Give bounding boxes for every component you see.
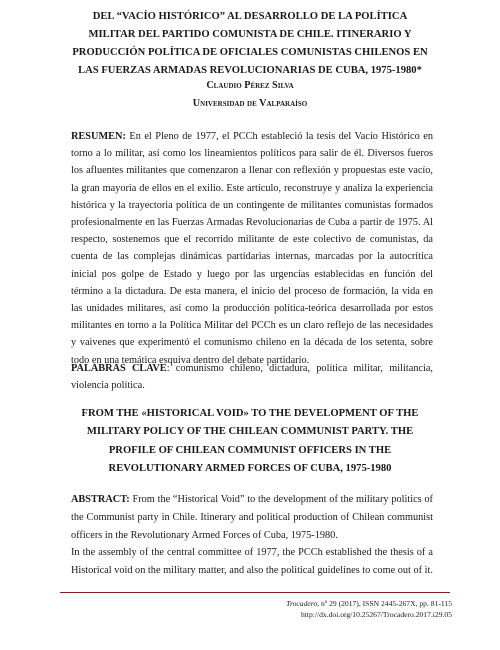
spanish-title-line: PRODUCCIÓN POLÍTICA DE OFICIALES COMUNISTAS CHILENOS EN [72,47,428,58]
spanish-title-line: MILITAR DEL PARTIDO COMUNISTA DE CHILE. ITINERARIO Y [88,29,412,40]
author-name: Claudio Pérez Silva [206,80,294,91]
keywords-paragraph [71,360,433,394]
resumen-paragraph [71,128,433,369]
author-affiliation: Universidad de Valparaíso [192,98,308,109]
english-title [40,405,460,478]
page-footer [286,598,452,620]
english-title-line: FROM THE «HISTORICAL VOID» TO THE DEVELOPMENT OF THE [81,408,419,419]
doi-link[interactable]: http://dx.doi.org/10.25267/Trocadero.2017.i29.05 [300,610,452,619]
abstract-text: From the “Historical Void” to the development of the military politics of the Communist party in Chile. Itinerary and political production of Chilean communist officers in the Revolutionary Armed Forces of Cuba, 1975-1980. [71,494,433,541]
citation-text: , nº 29 (2017), ISSN 2445-267X, pp. 81-115 [317,599,452,608]
english-title-line: REVOLUTIONARY ARMED FORCES OF CUBA, 1975-1980 [108,462,392,474]
abstract-section [71,491,433,580]
footer-citation [286,598,452,609]
resumen-text: En el Pleno de 1977, el PCCh estableció la tesis del Vacío Histórico en torno a lo militar, así como los lineamientos políticos para salir de él. Diversos fueros los afluentes militantes que comenzaron a llenar con reflexión y propuestas este vacío, la gran mayoría de ellos en el exilio. Este artículo, reconstruye y analiza la experiencia histórica y la trayectoria política de un contingente de militantes comunistas formados profesionalmente en las Fuerzas Armadas Revolucionarias de Cuba a partir de 1975. Al respecto, sostenemos que el recorrido militante de este colectivo de comunistas, da cuenta de las complejas dinámicas partidarias internas, marcadas por la autocrítica inicial pos golpe de Estado y luego por las urgencias establecidas en función del término a la dictadura. De esta manera, el inicio del proceso de formación, la vida en las unidades militares, así como la producción política-teórica desarrollada por estos militantes en torno a la Política Militar del PCCh es un claro reflejo de las necesidades y vaivenes que experimentó el comunismo chileno en la década de los setenta, sobre todo en una temática esquiva dentro del debate partidario. [71,131,433,366]
spanish-title-line: DEL “VACÍO HISTÓRICO” AL DESARROLLO DE LA POLÍTICA [92,11,408,22]
abstract-label: ABSTRACT: [71,494,130,505]
spanish-title [40,8,460,80]
footer-rule [60,592,450,593]
resumen-label: RESUMEN: [71,131,126,142]
keywords-text: : comunismo chileno, dictadura, política militar, militancia, violencia política. [71,363,433,392]
english-title-line: PROFILE OF CHILEAN COMMUNIST OFFICERS IN THE [108,444,392,456]
spanish-title-line: LAS FUERZAS ARMADAS REVOLUCIONARIAS DE CUBA, 1975-1980* [78,65,422,76]
keywords-label: PALABRAS CLAVE [71,363,167,374]
abstract-paragraph [71,491,433,544]
journal-name: Trocadero [286,599,318,608]
english-title-line: MILITARY POLICY OF THE CHILEAN COMMUNIST PARTY. THE [86,426,414,438]
abstract-paragraph-2: In the assembly of the central committee of 1977, the PCCh established the thesis of a Historical void on the military matter, and also the political guidelines to come out of it. [71,547,433,577]
